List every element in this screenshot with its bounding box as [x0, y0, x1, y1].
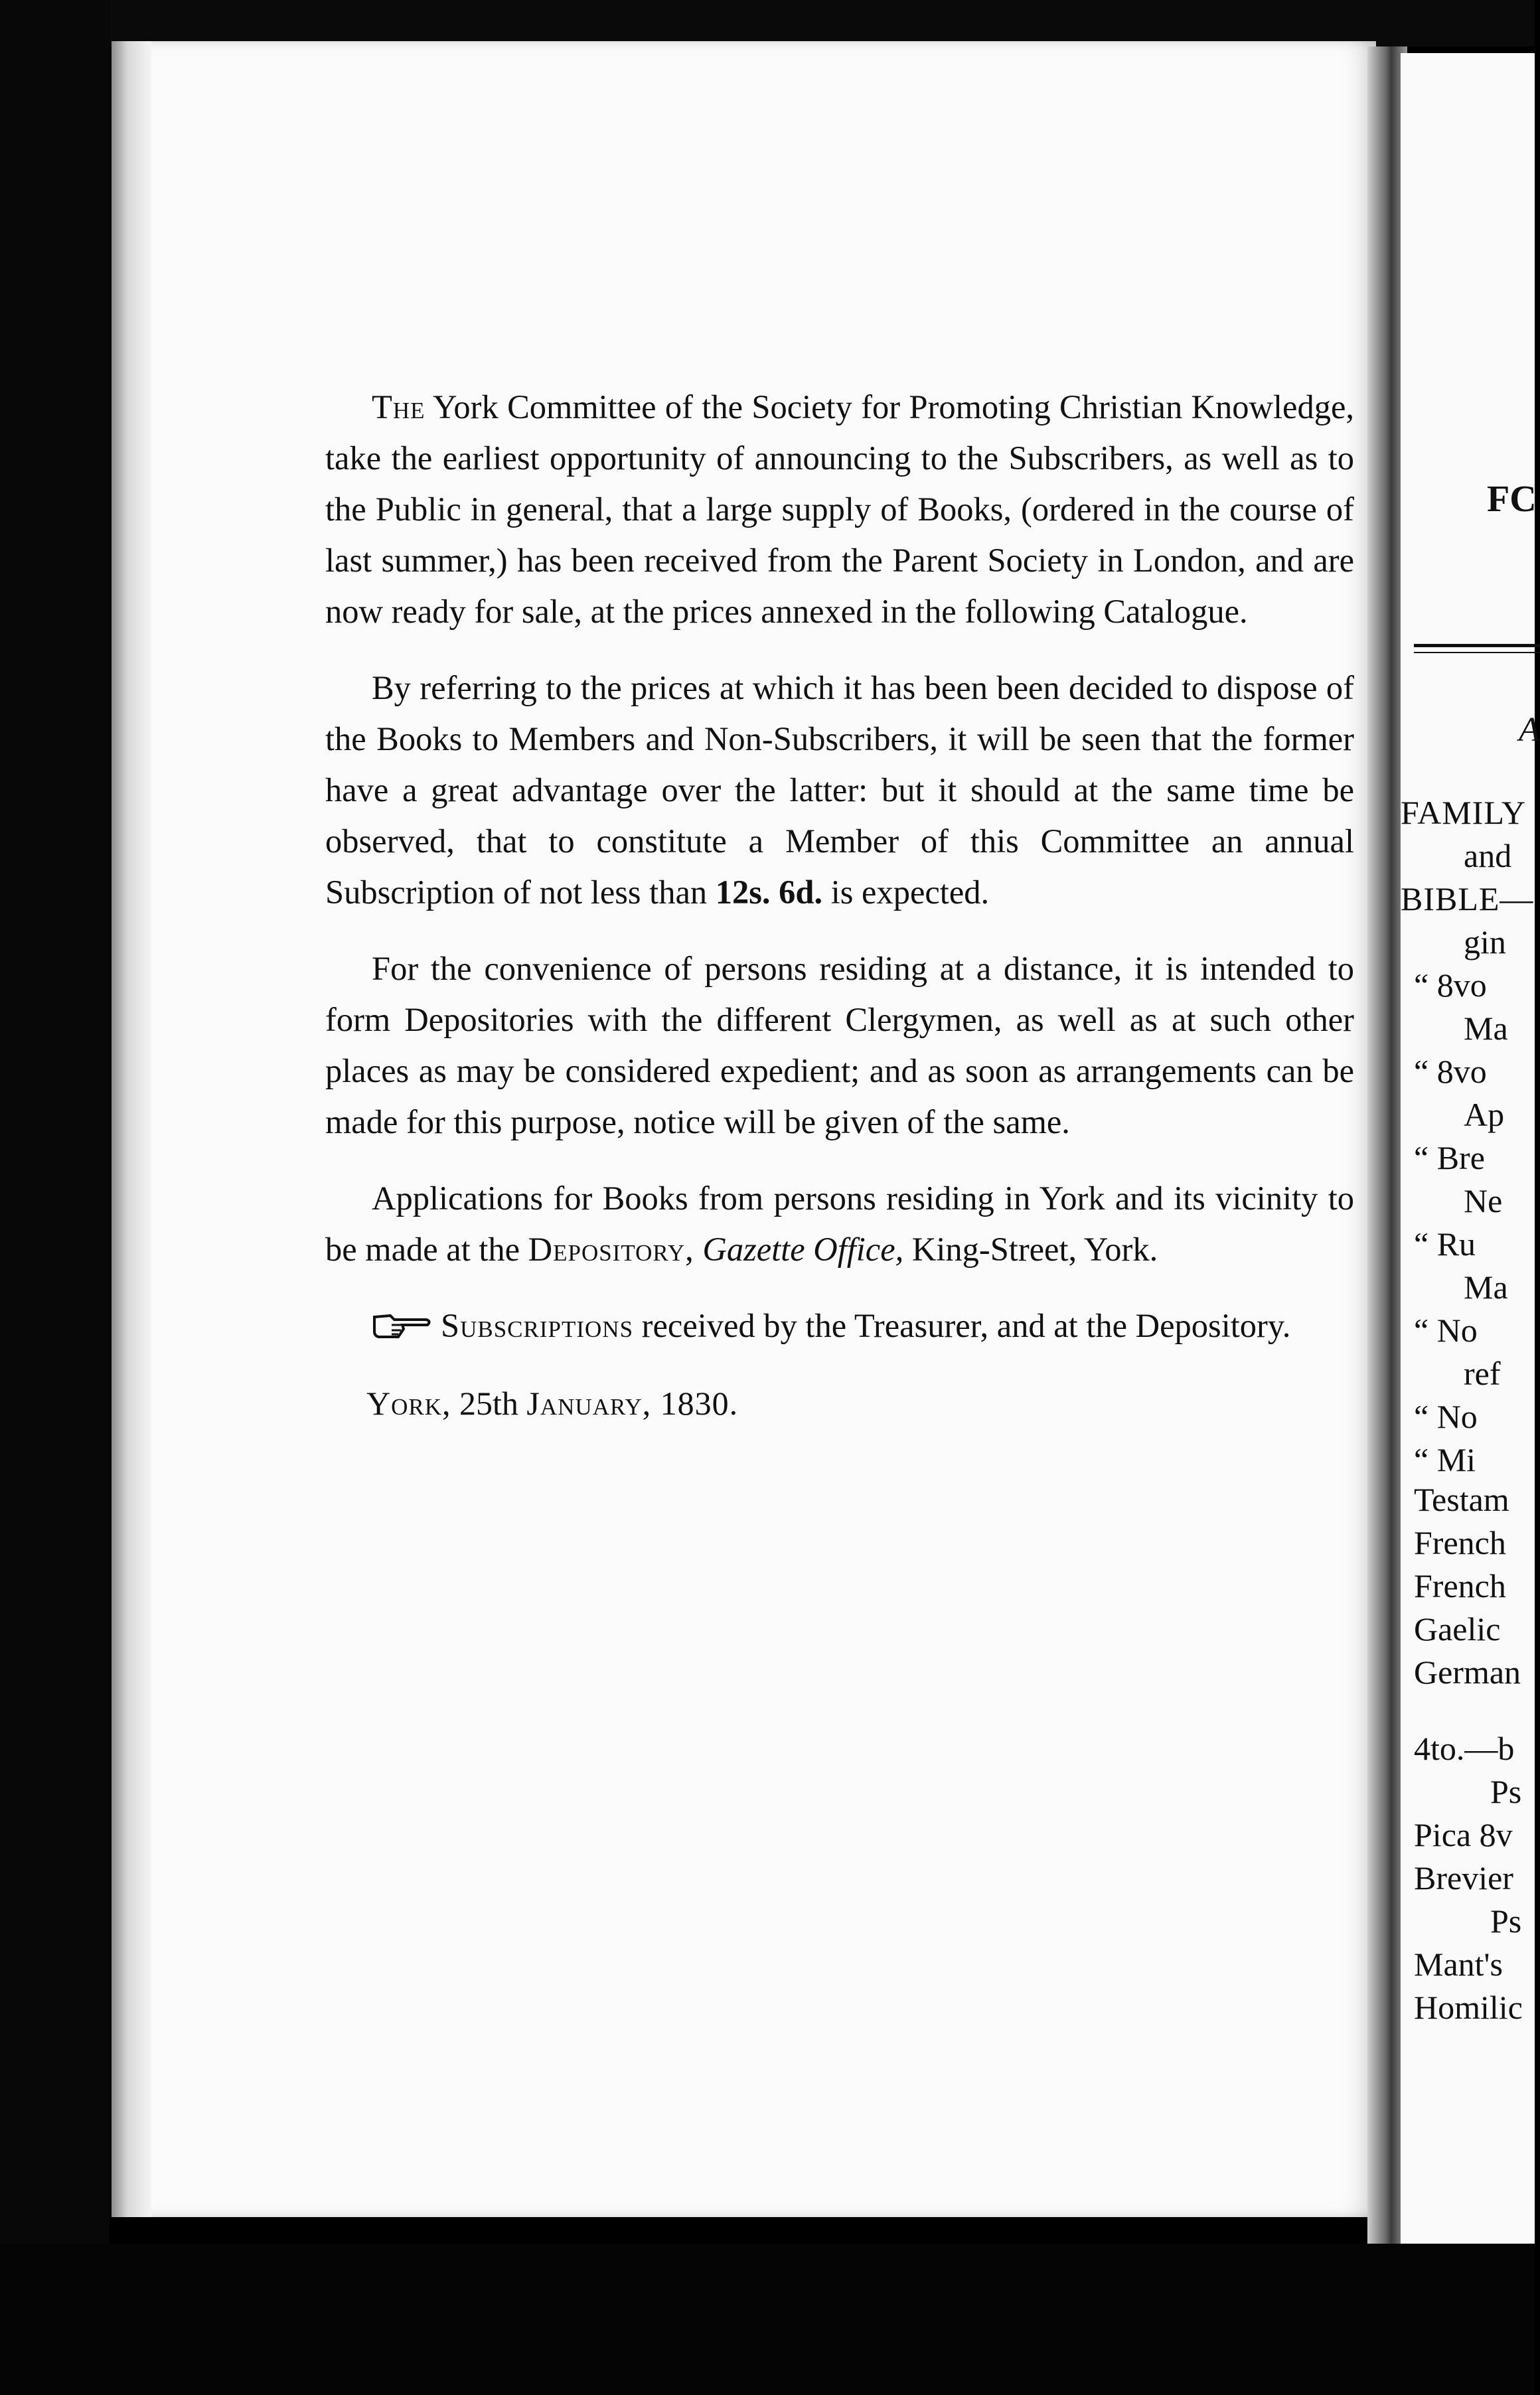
right-line-12: Ma	[1464, 1269, 1508, 1306]
paragraph-applications	[325, 1173, 1354, 1275]
right-line-26: Ps	[1490, 1902, 1522, 1940]
right-line-11: “ Ru	[1414, 1225, 1476, 1263]
right-page-fragment	[1401, 53, 1540, 2244]
subscriptions-word: Subscriptions	[441, 1307, 634, 1344]
paragraph-prices	[325, 662, 1354, 918]
announcement-text: York Committee of the Society for Promoting Christian Knowledge, take the earliest opportunity of announcing to the Subscribers, as well as to the Public in general, that a large supply of Books, (ordered in the course of last summer,) has been received from the Parent Society in London, and are now ready for sale, at the prices annexed in the following Catalogue.	[325, 388, 1354, 630]
signoff-date-line	[325, 1378, 1354, 1429]
right-rule-thin	[1414, 652, 1540, 653]
right-line-17: Testam	[1414, 1481, 1509, 1518]
right-line-21: German	[1414, 1654, 1521, 1691]
right-page-text	[1401, 53, 1540, 2244]
right-line-18: French	[1414, 1524, 1506, 1561]
scan-frame-bottom	[0, 2244, 1535, 2395]
prices-text-after: is expected.	[830, 874, 990, 911]
paragraph-depositories	[325, 943, 1354, 1148]
right-line-13: “ No	[1414, 1312, 1478, 1349]
right-line-22: 4to.—b	[1414, 1730, 1515, 1767]
paragraph-subscriptions	[325, 1300, 1354, 1352]
right-line-27: Mant's	[1414, 1946, 1503, 1983]
right-line-6: Ma	[1464, 1010, 1508, 1047]
subscription-amount: 12s. 6d.	[715, 874, 823, 911]
left-page-edge	[112, 41, 151, 2217]
right-line-24: Pica 8v	[1414, 1816, 1513, 1853]
depositories-text: For the convenience of persons residing at a distance, it is intended to form Depositories with the different Clergymen, as well as at such other places as may be considered expedient; and as soon as arrangements can be made for this purpose, notice will be given of the same.	[325, 950, 1354, 1140]
depository-word: Depository,	[528, 1231, 694, 1268]
signoff-month-year: January, 1830.	[526, 1385, 739, 1422]
right-letter-fragment: A	[1519, 711, 1540, 749]
right-heading-fragment: FC	[1487, 479, 1537, 520]
scan-frame-top	[0, 0, 1535, 46]
right-line-4: gin	[1464, 923, 1506, 961]
scan-frame-left	[0, 0, 110, 2395]
applications-text-before: Applications for Books from persons residing in York and its vicinity to be made at the	[325, 1180, 1354, 1268]
right-line-19: French	[1414, 1567, 1506, 1604]
right-line-10: Ne	[1464, 1182, 1503, 1219]
right-line-28: Homilic	[1414, 1989, 1523, 2026]
right-line-20: Gaelic	[1414, 1610, 1501, 1648]
right-line-9: “ Bre	[1414, 1139, 1485, 1176]
right-line-3: BIBLE—	[1401, 880, 1534, 917]
right-line-7: “ 8vo	[1414, 1053, 1487, 1090]
gazette-office: Gazette Office,	[702, 1231, 904, 1268]
right-rule-thick	[1414, 644, 1540, 647]
pointing-hand-icon	[372, 1312, 433, 1341]
paragraph-announcement	[325, 382, 1354, 637]
right-line-25: Brevier	[1414, 1859, 1513, 1896]
right-line-2: and	[1464, 837, 1512, 874]
prices-text-before: By referring to the prices at which it has been been decided to dispose of the Books to Members and Non-Subscribers, it will be seen that the former have a great advantage over the latter: but it should at the same time be observed, that to constitute a Member of this Committee an annual Subscription of not less than	[325, 669, 1354, 911]
right-line-15: “ No	[1414, 1398, 1478, 1435]
right-line-14: ref	[1464, 1355, 1501, 1392]
signoff-day: 25th	[459, 1385, 518, 1422]
right-line-1: FAMILY	[1401, 794, 1526, 831]
right-line-23: Ps	[1490, 1773, 1522, 1810]
right-line-5: “ 8vo	[1414, 966, 1487, 1004]
applications-text-after: King-Street, York.	[911, 1231, 1158, 1268]
right-line-8: Ap	[1464, 1096, 1505, 1133]
subscriptions-text: received by the Treasurer, and at the Depository.	[641, 1307, 1291, 1344]
lead-word: The	[372, 388, 425, 425]
signoff-place: York,	[366, 1385, 451, 1422]
notice-text-block	[325, 382, 1354, 1429]
right-line-16: “ Mi	[1414, 1441, 1476, 1478]
